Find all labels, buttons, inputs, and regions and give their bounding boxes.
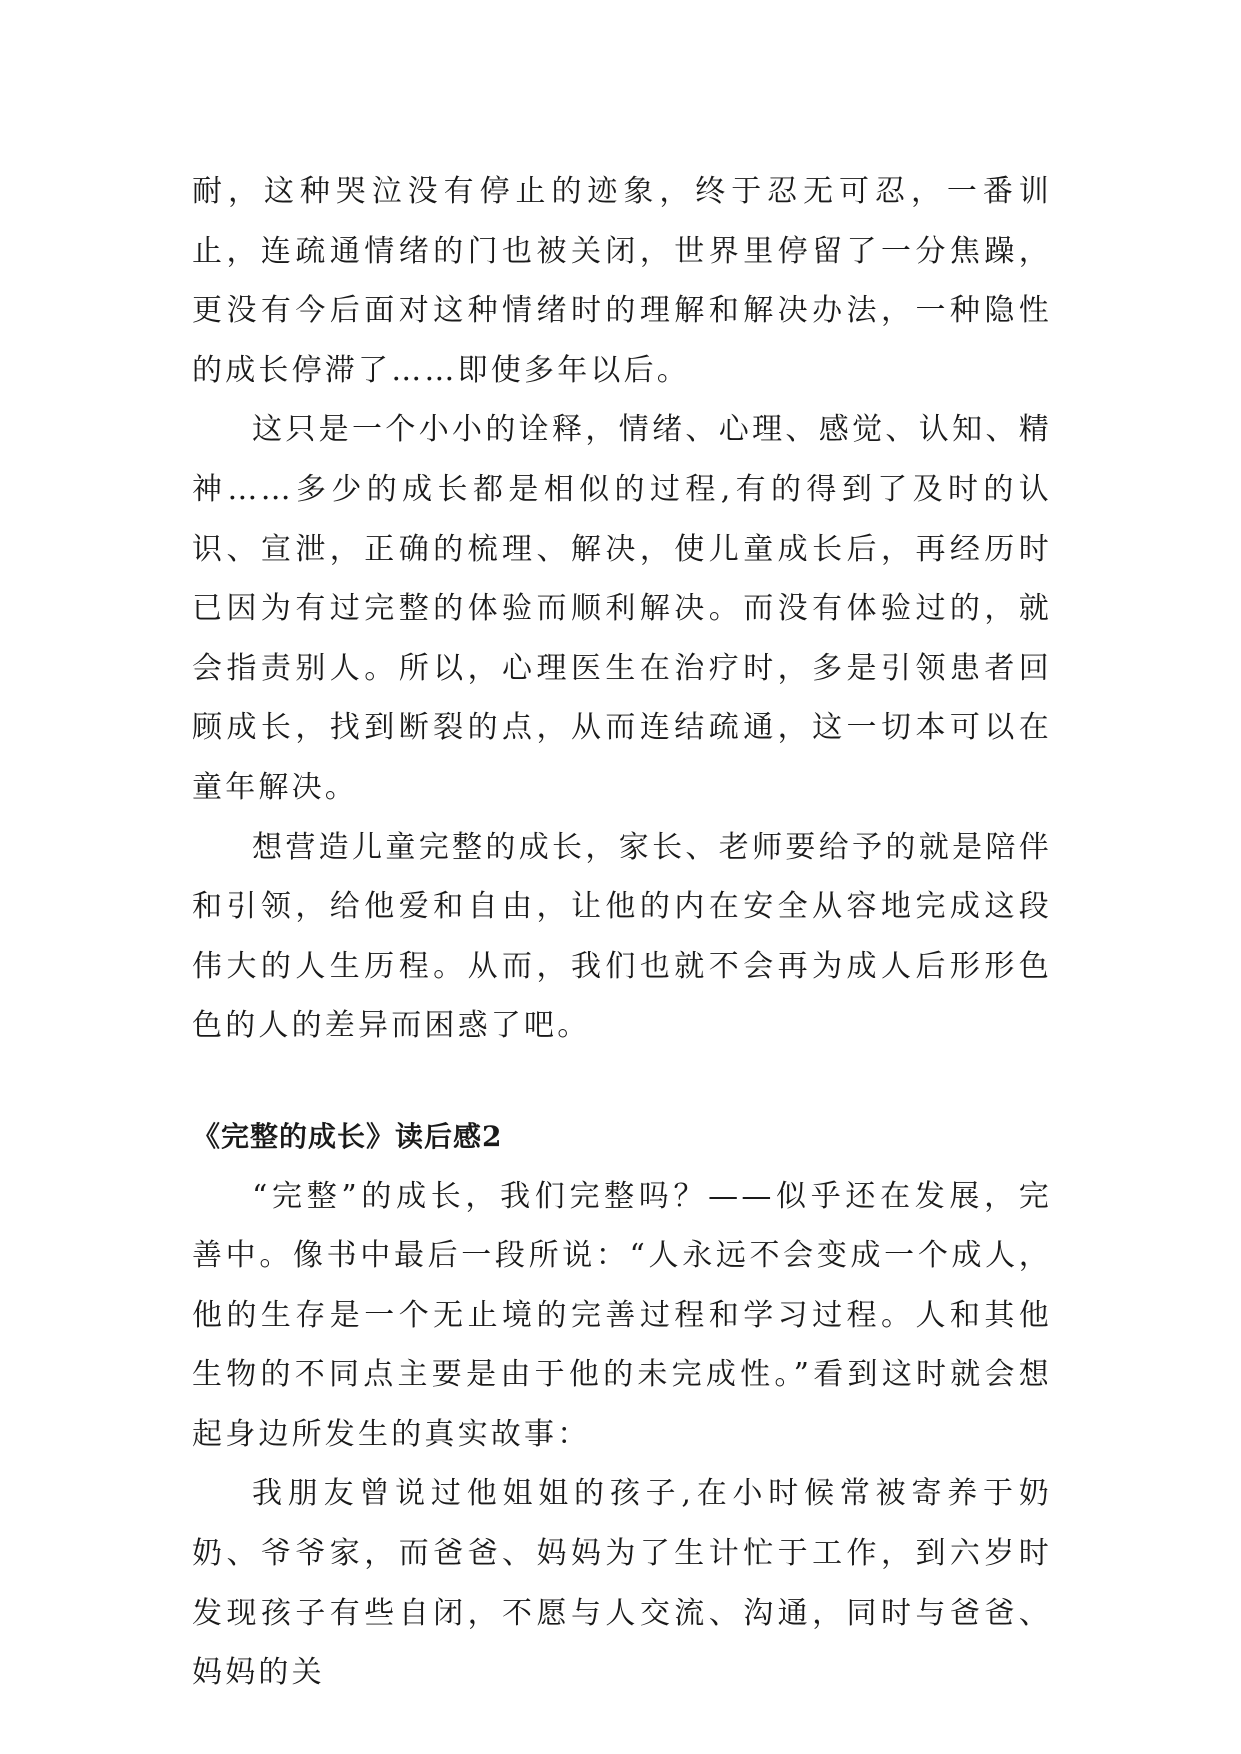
paragraph-friend-story: 我朋友曾说过他姐姐的孩子,在小时候常被寄养于奶奶、爷爷家，而爸爸、妈妈为了生计忙于工作，到六岁时发现孩子有些自闭，不愿与人交流、沟通，同时与爸爸、妈妈的关 [192, 1476, 1052, 1691]
paragraph-continuation: 耐，这种哭泣没有停止的迹象，终于忍无可忍，一番训止，连疏通情绪的门也被关闭，世界里停留了一分焦躁，更没有今后面对这种情绪时的理解和解决办法，一种隐性的成长停滞了……即使多年以后。 [192, 174, 1052, 388]
paragraph-completeness: “完整”的成长，我们完整吗？——似乎还在发展，完善中。像书中最后一段所说：“人永远不会变成一个成人，他的生存是一个无止境的完善过程和学习过程。人和其他生物的不同点主要是由于他的未完成性。”看到这时就会想起身边所发生的真实故事： [192, 1178, 1052, 1452]
paragraph-interpretation: 这只是一个小小的诠释，情绪、心理、感觉、认知、精神……多少的成长都是相似的过程,有的得到了及时的认识、宣泄，正确的梳理、解决，使儿童成长后，再经历时已因为有过完整的体验而顺利解决。而没有体验过的，就会指责别人。所以，心理医生在治疗时，多是引领患者回顾成长，找到断裂的点，从而连结疏通，这一切本可以在童年解决。 [192, 412, 1052, 805]
paragraph-parenting: 想营造儿童完整的成长，家长、老师要给予的就是陪伴和引领，给他爱和自由，让他的内在安全从容地完成这段伟大的人生历程。从而，我们也就不会再为成人后形形色色的人的差异而困惑了吧。 [192, 829, 1052, 1044]
document-page [192, 162, 1052, 1703]
section-title: 《完整的成长》读后感2 [192, 1119, 503, 1153]
